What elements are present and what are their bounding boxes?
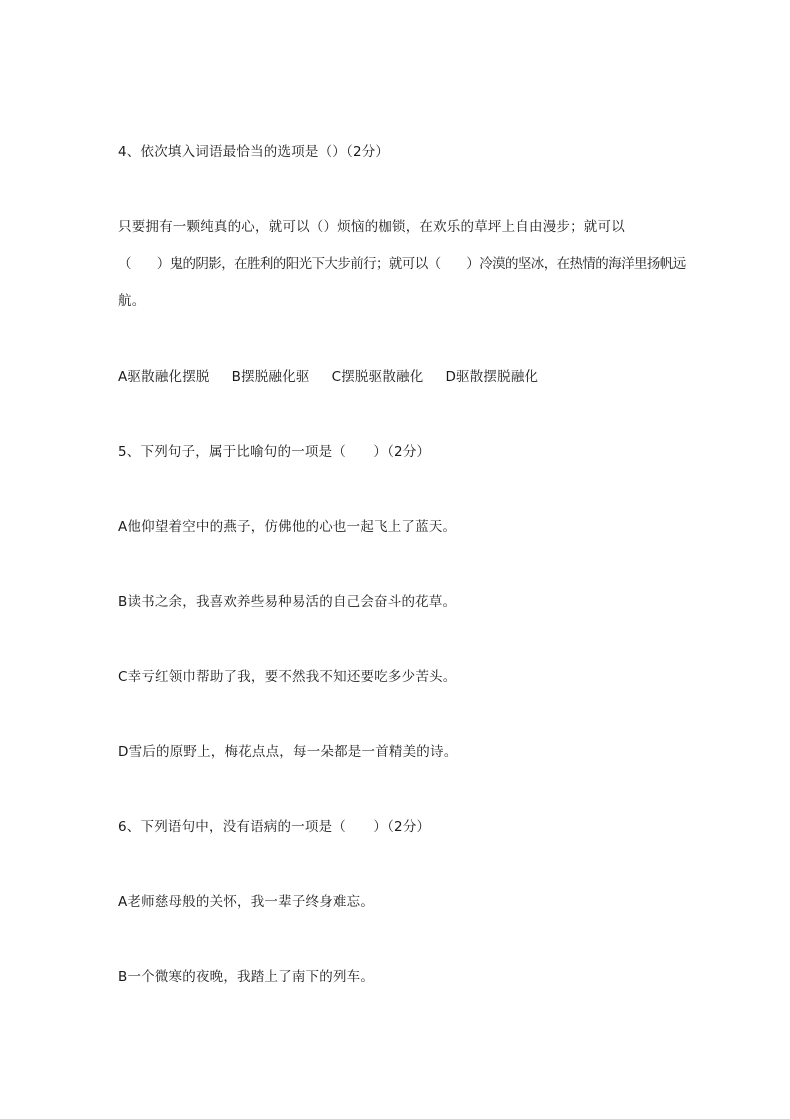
- question-6-title: 6、下列语句中，没有语病的一项是（ ）（2分）: [118, 819, 431, 835]
- question-4-title: 4、依次填入词语最恰当的选项是（）（2分）: [118, 144, 390, 160]
- question-5-option-b: B读书之余，我喜欢养些易种易活的自己会奋斗的花草。: [118, 594, 457, 610]
- question-4-option-d: D驱散摆脱融化: [445, 369, 539, 385]
- question-4-option-a: A驱散融化摆脱: [118, 369, 210, 385]
- question-4-passage-line-1: 只要拥有一颗纯真的心，就可以（）烦恼的枷锁，在欢乐的草坪上自由漫步；就可以: [118, 219, 625, 235]
- question-5-option-c: C幸亏红领巾帮助了我，要不然我不知还要吃多少苦头。: [118, 669, 457, 685]
- question-4-passage-line-2: （ ）鬼的阴影，在胜利的阳光下大步前行；就可以（ ）冷漠的坚冰，在热情的海洋里扬帆远: [118, 256, 686, 272]
- question-4-option-c: C摆脱驱散融化: [331, 369, 424, 385]
- question-6-option-b: B一个微寒的夜晚，我踏上了南下的列车。: [118, 969, 375, 985]
- question-5-title: 5、下列句子，属于比喻句的一项是（ ）（2分）: [118, 444, 431, 460]
- question-4-options: [118, 368, 538, 386]
- question-6-option-a: A老师慈母般的关怀，我一辈子终身难忘。: [118, 894, 375, 910]
- question-4-passage-line-3: 航。: [118, 293, 146, 309]
- question-5-option-a: A他仰望着空中的燕子，仿佛他的心也一起飞上了蓝天。: [118, 519, 457, 535]
- question-5-option-d: D雪后的原野上，梅花点点，每一朵都是一首精美的诗。: [118, 744, 458, 760]
- question-4-option-b: B摆脱融化驱: [231, 369, 310, 385]
